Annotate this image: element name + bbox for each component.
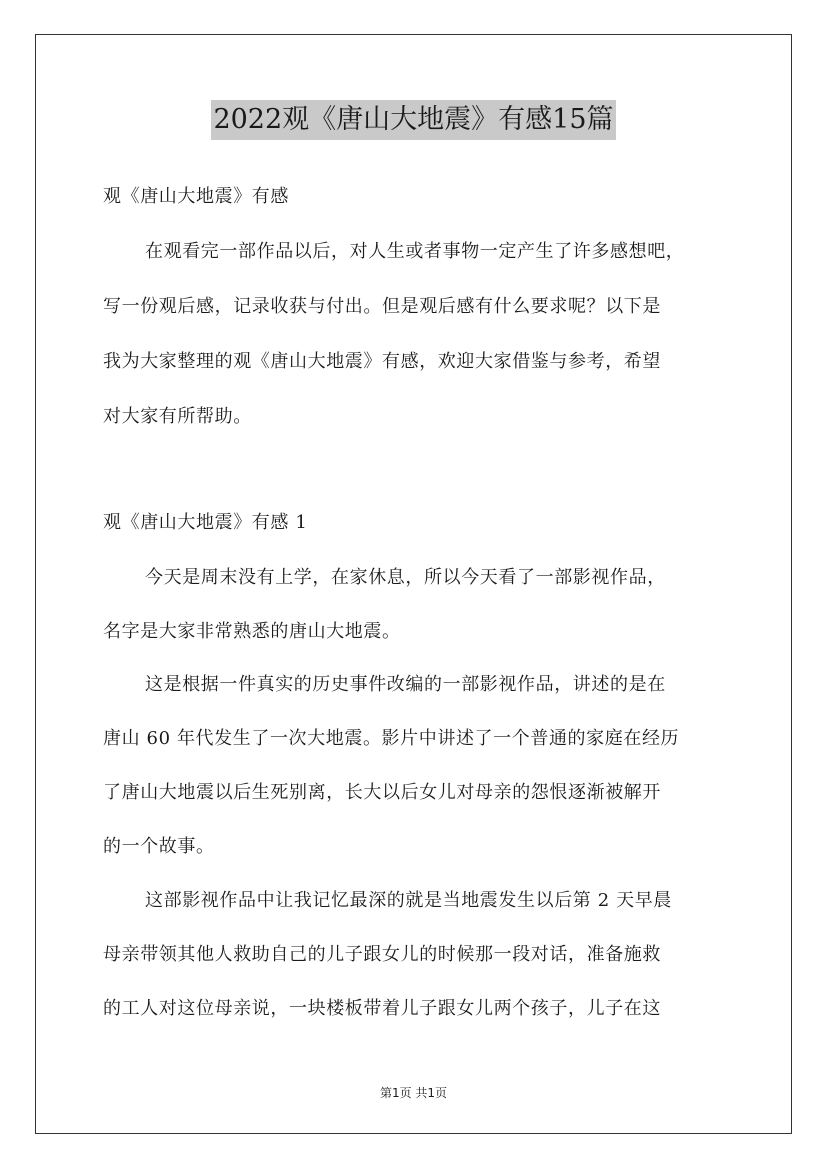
section-heading: 观《唐山大地震》有感 1: [103, 512, 308, 533]
paragraph-line: 这部影视作品中让我记忆最深的就是当地震发生以后第 2 天早晨: [145, 890, 672, 911]
intro-line: 在观看完一部作品以后，对人生或者事物一定产生了许多感想吧，: [145, 241, 685, 262]
paragraph-line: 唐山 60 年代发生了一次大地震。影片中讲述了一个普通的家庭在经历: [103, 728, 680, 749]
intro-line: 对大家有所帮助。: [103, 406, 252, 427]
page-footer: 第1页 共1页: [379, 1086, 448, 1100]
paragraph-line: 名字是大家非常熟悉的唐山大地震。: [103, 621, 401, 642]
document-title: 2022观《唐山大地震》有感15篇: [211, 100, 615, 140]
paragraph-line: 的工人对这位母亲说，一块楼板带着儿子跟女儿两个孩子，儿子在这: [103, 998, 661, 1019]
intro-heading: 观《唐山大地震》有感: [103, 186, 289, 207]
paragraph-line: 这是根据一件真实的历史事件改编的一部影视作品，讲述的是在: [145, 674, 666, 695]
paragraph-line: 今天是周末没有上学，在家休息，所以今天看了一部影视作品，: [145, 567, 666, 588]
paragraph-line: 了唐山大地震以后生死别离，长大以后女儿对母亲的怨恨逐渐被解开: [103, 782, 661, 803]
intro-line: 写一份观后感，记录收获与付出。但是观后感有什么要求呢？以下是: [103, 296, 661, 317]
paragraph-line: 的一个故事。: [103, 836, 215, 857]
intro-line: 我为大家整理的观《唐山大地震》有感，欢迎大家借鉴与参考，希望: [103, 351, 661, 372]
paragraph-line: 母亲带领其他人救助自己的儿子跟女儿的时候那一段对话，准备施救: [103, 944, 661, 965]
title-container: [0, 100, 827, 140]
